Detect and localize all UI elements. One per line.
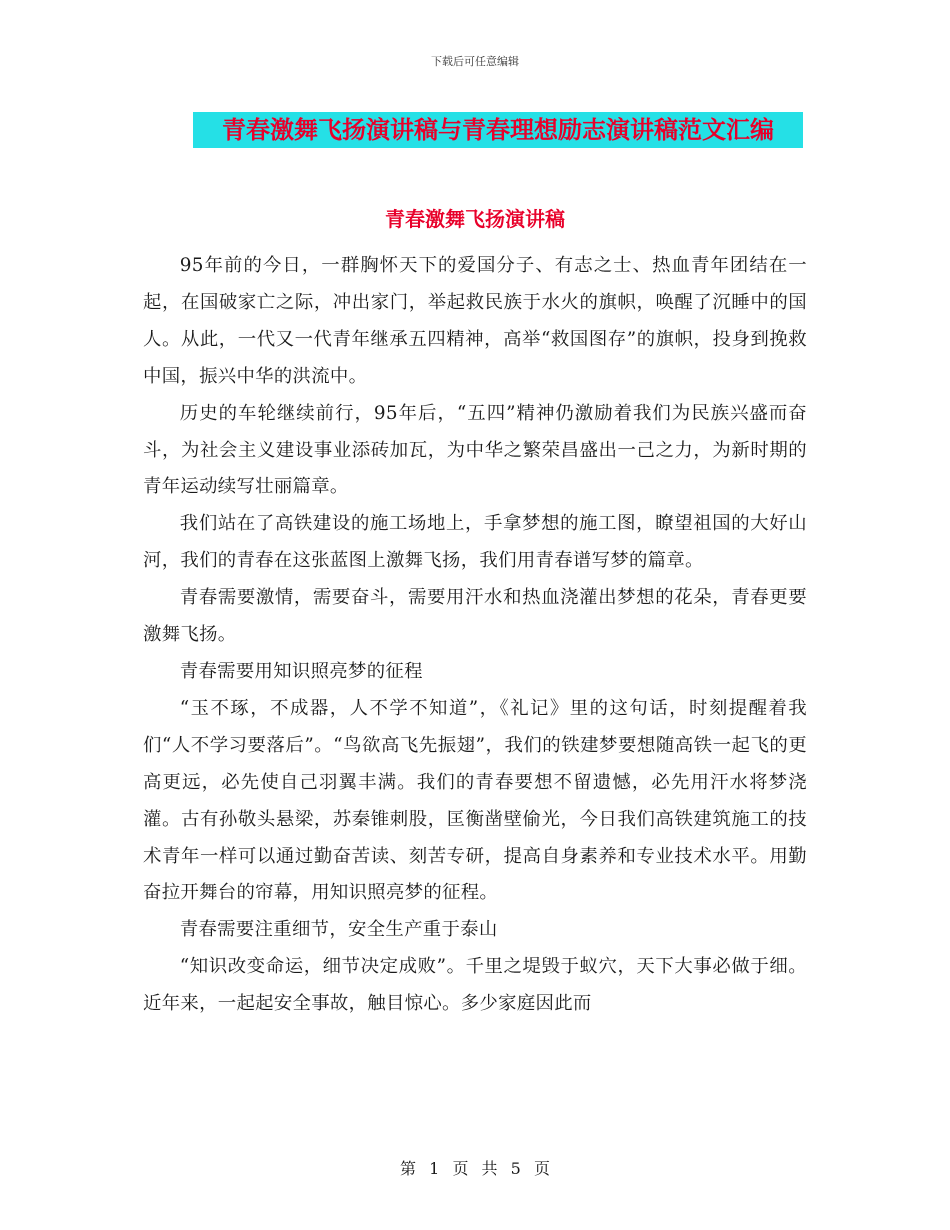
paragraph: 青春需要激情，需要奋斗，需要用汗水和热血浇灌出梦想的花朵，青春更要激舞飞扬。 bbox=[143, 587, 807, 646]
paragraph-subheading: 青春需要用知识照亮梦的征程 bbox=[179, 660, 423, 682]
footer-page-current: 1 bbox=[429, 1159, 440, 1178]
main-title: 青春激舞飞扬演讲稿与青春理想励志演讲稿范文汇编 bbox=[222, 115, 774, 144]
body-text bbox=[143, 248, 807, 1023]
paragraph: “知识改变命运，细节决定成败”。千里之堤毁于蚁穴，天下大事必做于细。近年来，一起起安全事故，触目惊心。多少家庭因此而 bbox=[143, 956, 807, 1015]
paragraph-subheading: 青春需要注重细节，安全生产重于泰山 bbox=[179, 919, 498, 941]
paragraph: “玉不琢，不成器，人不学不知道”，《礼记》里的这句话，时刻提醒着我们“人不学习要落后”。“鸟欲高飞先振翅”，我们的铁建梦要想随高铁一起飞的更高更远，必先使自己羽翼丰满。我们的青春要想不留遗憾，必先用汗水将梦浇灌。古有孙敬头悬梁，苏秦锥刺股，匡衡凿壁偷光，今日我们高铁建筑施工的技术青年一样可以通过勤奋苦读、刻苦专研，提高自身素养和专业技术水平。用勤奋拉开舞台的帘幕，用知识照亮梦的征程。 bbox=[143, 697, 807, 904]
footer-prefix: 第 bbox=[400, 1159, 417, 1178]
page-footer bbox=[0, 1156, 950, 1179]
paragraph: 95年前的今日，一群胸怀天下的爱国分子、有志之士、热血青年团结在一起，在国破家亡之际，冲出家门，举起救民族于水火的旗帜，唤醒了沉睡中的国人。从此，一代又一代青年继承五四精神，高举“救国图存”的旗帜，投身到挽救中国，振兴中华的洪流中。 bbox=[143, 255, 807, 387]
main-title-highlight bbox=[193, 112, 803, 148]
footer-total-prefix: 共 bbox=[481, 1159, 498, 1178]
header-note: 下载后可任意编辑 bbox=[431, 55, 519, 68]
paragraph: 我们站在了高铁建设的施工场地上，手拿梦想的施工图，瞭望祖国的大好山河，我们的青春在这张蓝图上激舞飞扬，我们用青春谱写梦的篇章。 bbox=[143, 513, 807, 572]
footer-mid: 页 bbox=[452, 1159, 469, 1178]
paragraph: 历史的车轮继续前行，95年后，“五四”精神仍激励着我们为民族兴盛而奋斗，为社会主义建设事业添砖加瓦，为中华之繁荣昌盛出一己之力，为新时期的青年运动续写壮丽篇章。 bbox=[143, 402, 807, 498]
footer-suffix: 页 bbox=[533, 1159, 550, 1178]
footer-page-total: 5 bbox=[510, 1159, 521, 1178]
section-title: 青春激舞飞扬演讲稿 bbox=[385, 207, 565, 231]
